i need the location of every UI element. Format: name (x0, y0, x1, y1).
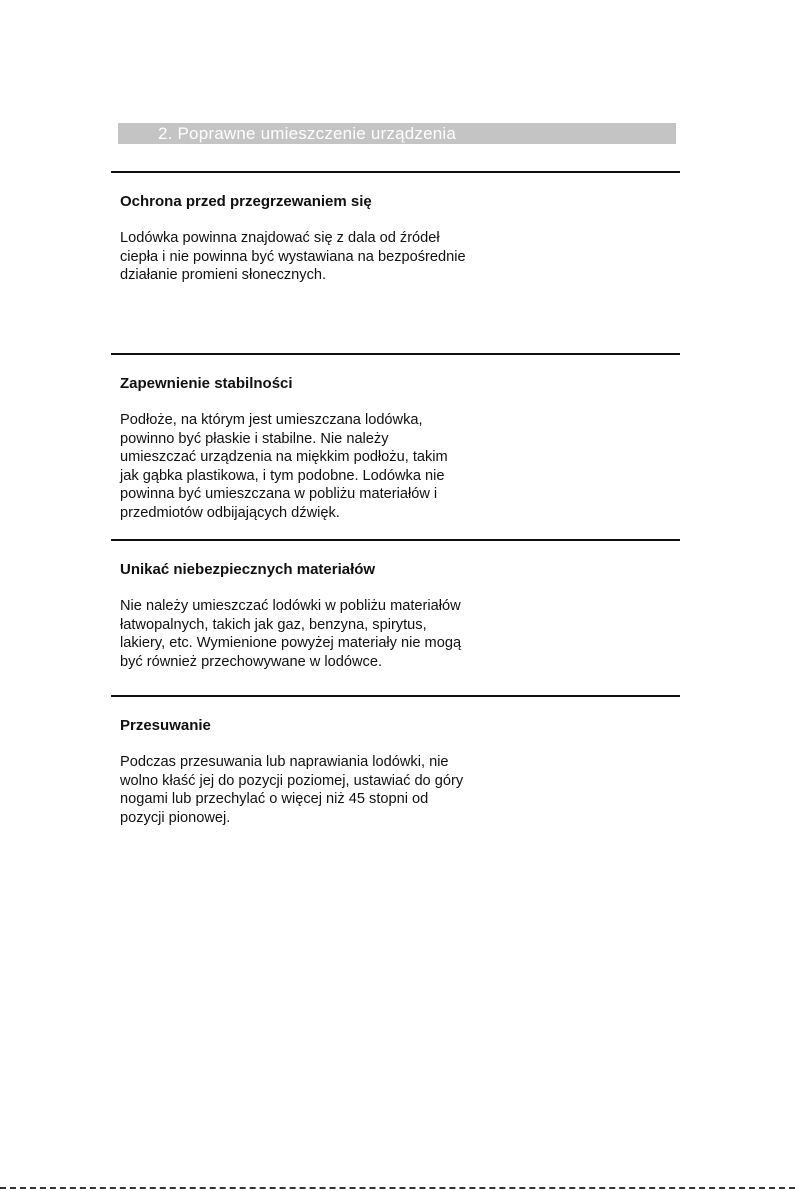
section-text: Lodówka powinna znajdować się z dala od źródeł ciepła i nie powinna być wystawiana na bezpośrednie działanie promieni słonecznych. (120, 230, 466, 284)
section-divider (111, 695, 680, 697)
section-text: Podczas przesuwania lub naprawiania lodówki, nie wolno kłaść jej do pozycji poziomej, ustawiać do góry nogami lub przechylać o więcej niż 45 stopni od pozycji pionowej. (120, 754, 464, 826)
page-title: 2. Poprawne umieszczenie urządzenia (158, 124, 457, 143)
section-heading: Zapewnienie stabilności (120, 375, 293, 392)
section-divider (111, 353, 680, 355)
section-heading: Ochrona przed przegrzewaniem się (120, 193, 372, 210)
section-text: Nie należy umieszczać lodówki w pobliżu materiałów łatwopalnych, takich jak gaz, benzyna, spirytus, lakiery, etc. Wymienione powyżej materiały nie mogą być również przechowywane w lodówce. (120, 598, 462, 670)
section-heading: Unikać niebezpiecznych materiałów (120, 561, 376, 578)
section-header-bar (118, 123, 676, 144)
section-divider (111, 171, 680, 173)
page-bottom-edge (0, 1187, 795, 1189)
section-divider (111, 539, 680, 541)
section-heading: Przesuwanie (120, 717, 211, 734)
section-text: Podłoże, na którym jest umieszczana lodówka, powinno być płaskie i stabilne. Nie należy umieszczać urządzenia na miękkim podłożu, takim jak gąbka plastikowa, i tym podobne. Lodówka nie powinna być umieszczana w pobliżu materiałów i przedmiotów odbijających dźwięk. (120, 412, 448, 521)
